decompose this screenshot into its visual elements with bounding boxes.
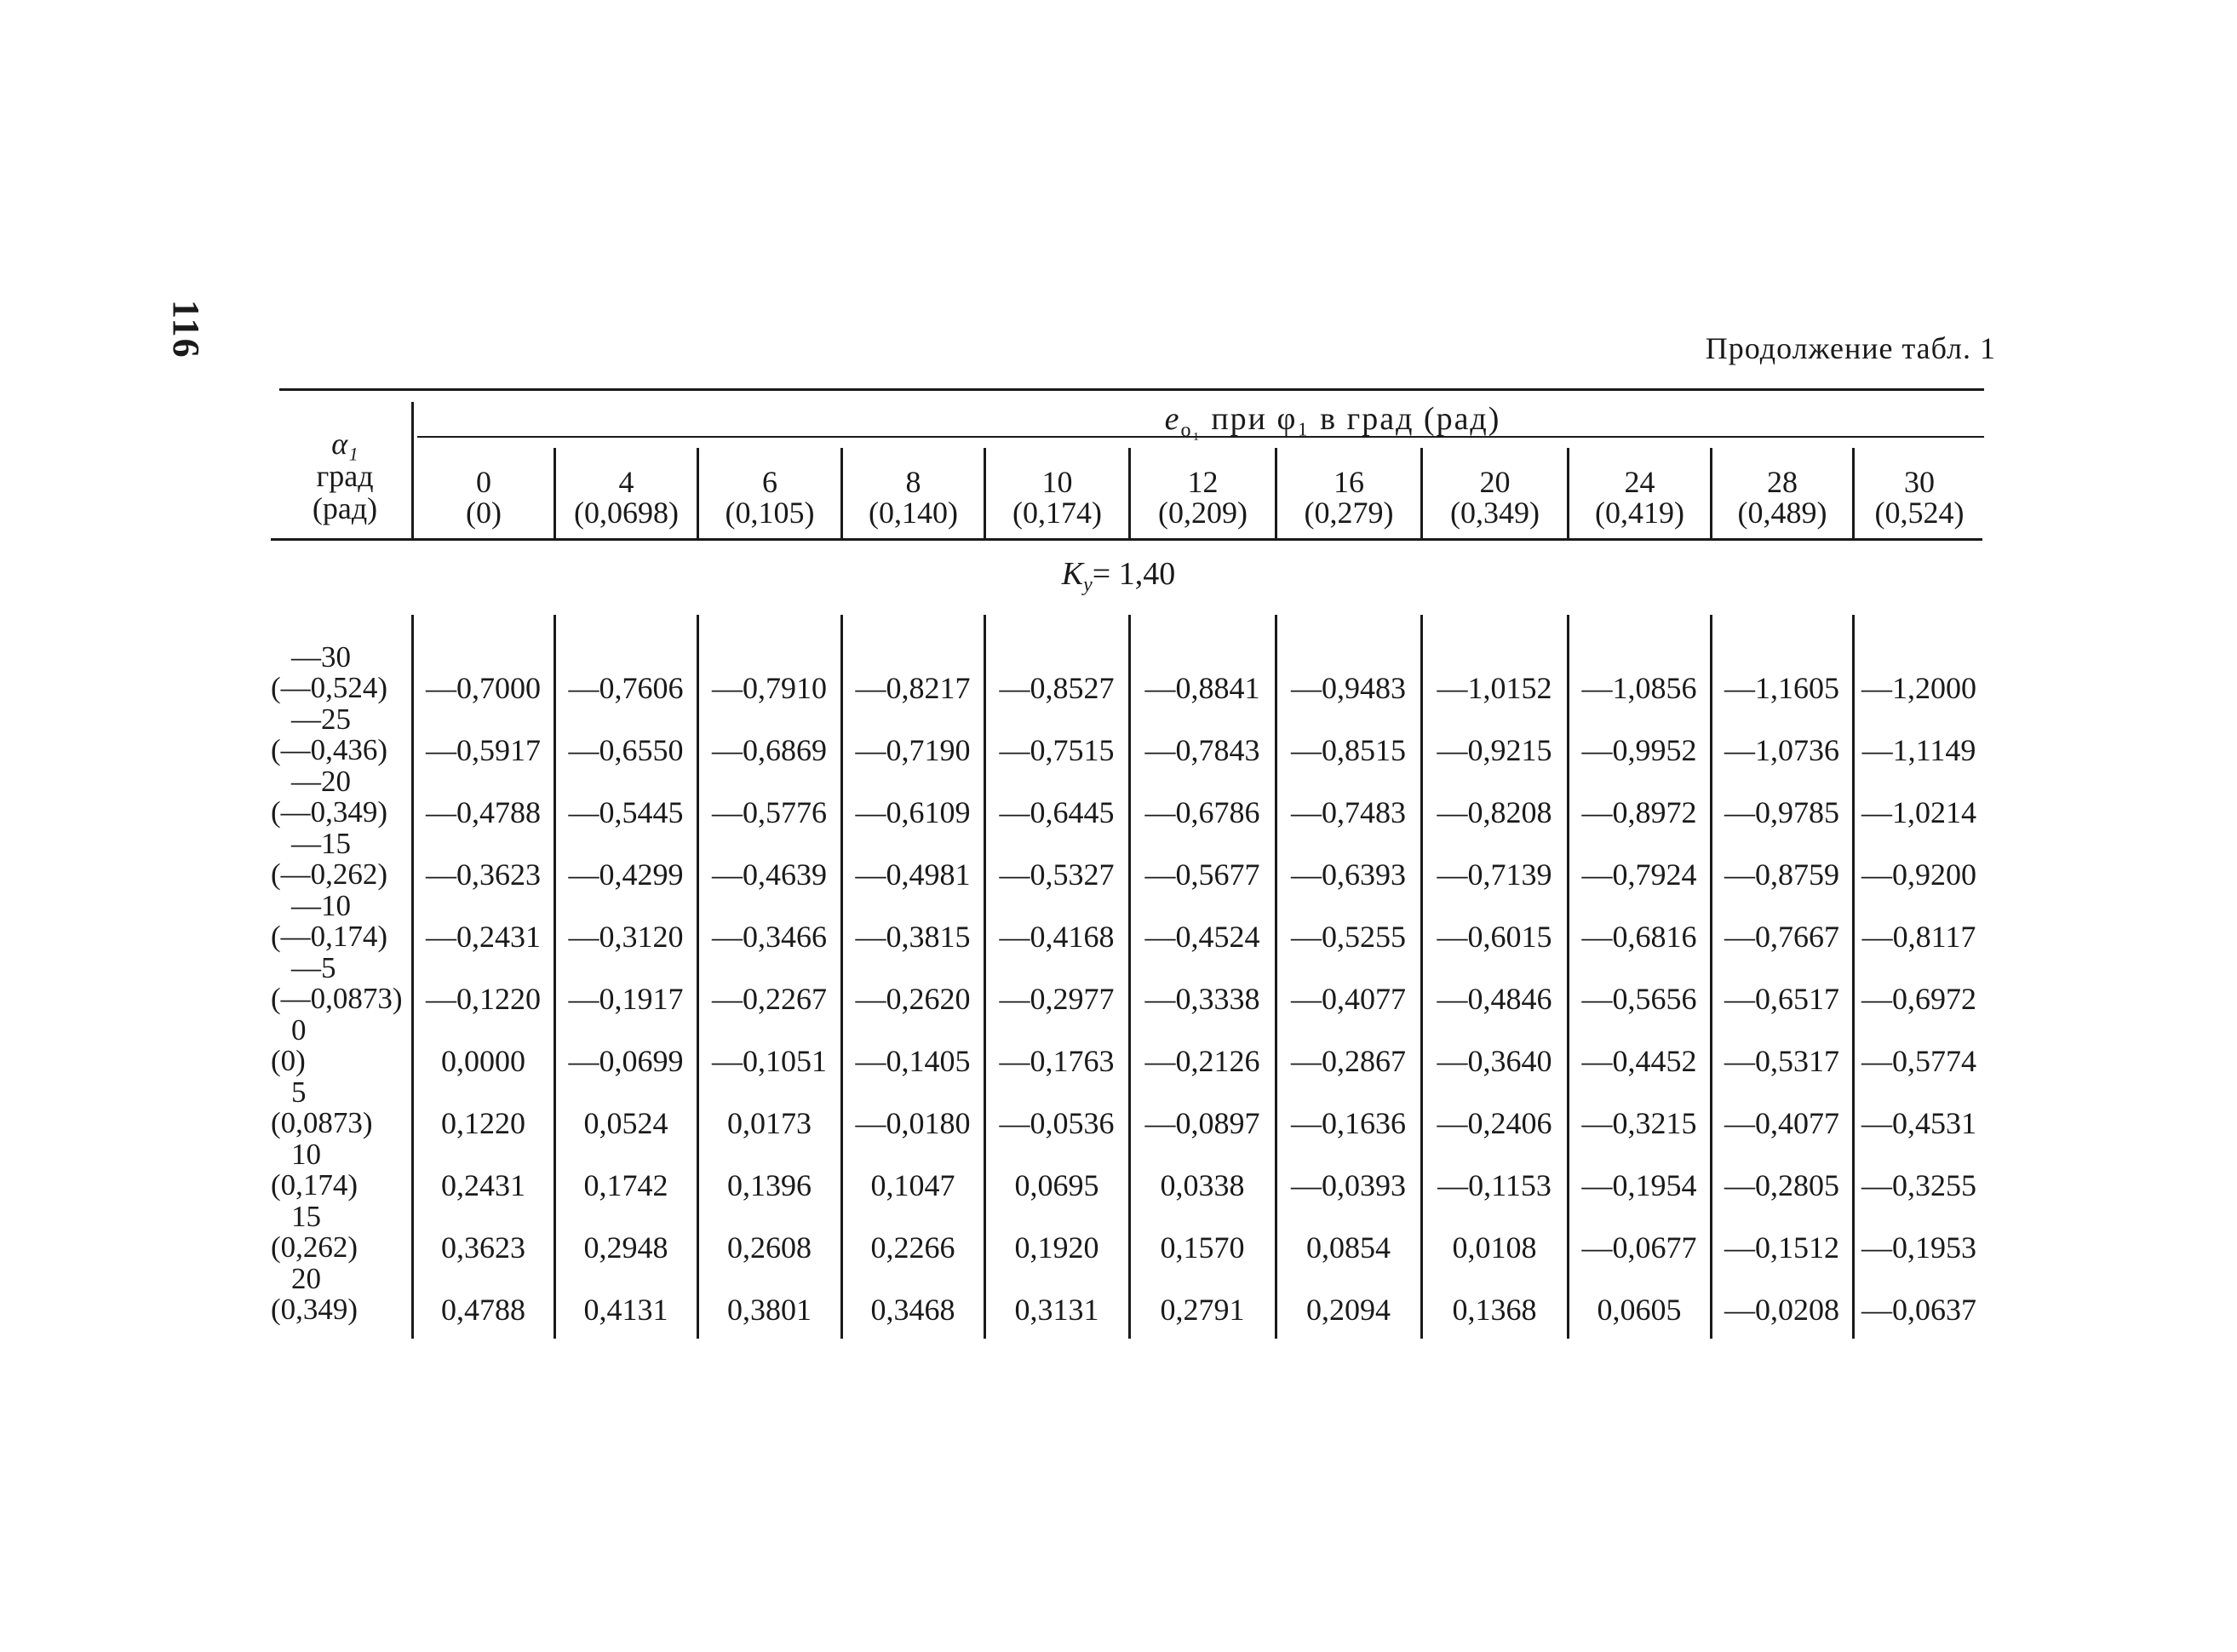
table-cell: —0,5445 [568,795,684,829]
table-cell: —1,0736 [1724,733,1839,767]
table-cell: —0,4981 [855,858,971,892]
table-cell: —0,7843 [1144,733,1260,767]
table-cell: —0,6109 [855,795,971,829]
stub-symbol: α₁ [331,427,358,461]
table-cell: —0,6015 [1437,920,1552,954]
header-title-var-sub: о₁ [1180,419,1202,442]
table-top-rule [279,388,1984,391]
table-cell: —0,2431 [426,920,541,954]
table-cell: 0,1368 [1452,1293,1537,1327]
body-col-separator [1275,615,1277,1339]
table-cell: 0,2948 [583,1230,668,1265]
table-caption: Продолжение табл. 1 [1705,331,1996,365]
row-stub-rad: (0,174) [271,1168,358,1202]
table-cell: —0,3215 [1581,1106,1697,1140]
column-header-rad: (0,105) [725,496,815,530]
table-cell: —0,4299 [568,858,684,892]
table-cell: —0,8217 [855,671,971,705]
table-cell: —0,2977 [999,982,1115,1016]
body-col-separator [697,615,699,1339]
row-stub-deg: 5 [291,1076,307,1109]
column-header-deg: 6 [762,465,777,499]
table-cell: —0,9952 [1581,733,1697,767]
table-cell: 0,0605 [1597,1293,1682,1327]
row-stub [271,891,387,952]
table-cell: 0,1920 [1014,1230,1099,1265]
table-cell: —0,5327 [999,858,1115,892]
table-cell: 0,2431 [441,1168,525,1202]
table-cell: —0,6517 [1724,982,1839,1016]
row-stub-deg: —30 [291,640,351,674]
header-bottom-rule [271,538,1982,541]
table-cell: 0,2094 [1306,1293,1391,1327]
column-header-deg: 28 [1767,465,1798,499]
table-cell: —0,6550 [568,733,684,767]
body-col-separator [411,615,414,1339]
table-cell: —0,0699 [568,1044,684,1078]
row-stub-deg: —10 [291,889,351,922]
table-cell: —1,1149 [1861,733,1976,767]
table-cell: 0,1047 [870,1168,955,1202]
column-header-rad: (0,0698) [574,496,679,530]
table-cell: —0,1512 [1724,1230,1839,1265]
table-cell: 0,0854 [1306,1230,1391,1265]
table-cell: —0,4639 [712,858,827,892]
table-cell: —0,1954 [1581,1168,1697,1202]
table-cell: —0,1953 [1861,1230,1976,1265]
body-col-separator [554,615,556,1339]
column-header-deg: 20 [1479,465,1511,499]
column-header-rad: (0,140) [869,496,958,530]
table-cell: —0,7190 [855,733,971,767]
table-cell: —0,9215 [1437,733,1552,767]
table-cell: —0,2805 [1724,1168,1839,1202]
row-stub [271,704,387,766]
table-cell: —0,7000 [426,671,541,705]
table-cell: —0,7515 [999,733,1115,767]
table-cell: —0,3120 [568,920,684,954]
table-cell: —0,5917 [426,733,541,767]
column-header-deg: 12 [1187,465,1219,499]
table-cell: —0,3338 [1144,982,1260,1016]
table-cell: —0,0677 [1581,1230,1697,1265]
row-stub-deg: —25 [291,703,351,736]
table-cell: —0,7924 [1581,858,1697,892]
table-cell: —0,1405 [855,1044,971,1078]
table-cell: —0,2267 [712,982,827,1016]
row-stub-rad: (—0,0873) [271,982,403,1015]
table-cell: 0,0173 [727,1106,812,1140]
row-stub [271,642,387,703]
section-value: = 1,40 [1092,556,1176,592]
table-cell: —0,6816 [1581,920,1697,954]
table-cell: —1,0152 [1437,671,1552,705]
table-cell: —0,2406 [1437,1106,1552,1140]
table-cell: 0,4788 [441,1293,525,1327]
table-cell: 0,4131 [583,1293,668,1327]
table-cell: —0,5656 [1581,982,1697,1016]
table-cell: 0,3801 [727,1293,812,1327]
section-symbol-sub: у [1083,574,1093,596]
table-cell: —0,1917 [568,982,684,1016]
column-header-deg: 8 [905,465,921,499]
table-cell: 0,2266 [870,1230,955,1265]
table-cell: —0,1220 [426,982,541,1016]
body-col-separator [984,615,986,1339]
row-stub-rad: (0) [271,1044,306,1077]
stub-unit-rad: (рад) [312,491,378,525]
table-cell: 0,0000 [441,1044,525,1078]
table-cell: —0,8972 [1581,795,1697,829]
table-cell: 0,3131 [1014,1293,1099,1327]
body-col-separator [1128,615,1131,1339]
column-header-rad: (0) [466,496,502,530]
table-cell: —0,4168 [999,920,1115,954]
row-stub-rad: (—0,436) [271,733,388,766]
table-cell: —0,6445 [999,795,1115,829]
table-cell: —0,4531 [1861,1106,1976,1140]
row-stub-rad: (—0,262) [271,858,388,891]
header-title-var: e [1164,401,1181,437]
row-stub-deg: 20 [291,1262,321,1295]
table-cell: —0,5774 [1861,1044,1976,1078]
row-stub-deg: 15 [291,1200,321,1233]
table-cell: —0,8208 [1437,795,1552,829]
table-cell: —0,9785 [1724,795,1839,829]
row-stub-rad: (—0,349) [271,795,388,829]
row-stub-rad: (—0,524) [271,671,388,704]
table-cell: —0,0208 [1724,1293,1839,1327]
table-cell: —0,4452 [1581,1044,1697,1078]
column-header-rad: (0,419) [1595,496,1684,530]
table-cell: —0,1153 [1437,1168,1552,1202]
table-cell: 0,1220 [441,1106,525,1140]
row-stub-deg: —15 [291,827,351,860]
column-header-rad: (0,279) [1304,496,1394,530]
header-title-text: при φ₁ в град (рад) [1211,401,1501,437]
table-cell: —0,0536 [999,1106,1115,1140]
table-cell: —0,5317 [1724,1044,1839,1078]
table-cell: —0,2867 [1291,1044,1406,1078]
table-cell: —0,0897 [1144,1106,1260,1140]
row-stub-deg: —5 [291,951,336,984]
column-header-deg: 0 [476,465,491,499]
column-header-deg: 4 [618,465,634,499]
body-col-separator [1852,615,1855,1339]
row-stub-rad: (0,349) [271,1293,358,1326]
table-cell: —0,9483 [1291,671,1406,705]
table-cell: 0,2608 [727,1230,812,1265]
column-header-rad: (0,524) [1874,496,1965,530]
row-stub-rad: (0,262) [271,1230,358,1264]
table-cell: —0,8527 [999,671,1115,705]
table-cell: —0,7139 [1437,858,1552,892]
table-cell: —0,6393 [1291,858,1406,892]
table-cell: —1,1605 [1724,671,1839,705]
table-cell: —0,7606 [568,671,684,705]
body-col-separator [1567,615,1569,1339]
table-cell: —0,6972 [1861,982,1976,1016]
table-cell: —1,2000 [1861,671,1976,705]
section-symbol: K [1061,556,1084,592]
table-cell: 0,0695 [1014,1168,1099,1202]
table-cell: 0,1396 [727,1168,812,1202]
column-header-deg: 24 [1624,465,1655,499]
table-cell: —0,8841 [1144,671,1260,705]
table-cell: 0,3468 [870,1293,955,1327]
table-cell: —0,4846 [1437,982,1552,1016]
column-header-rad: (0,209) [1158,496,1248,530]
table-cell: —0,1763 [999,1044,1115,1078]
table-cell: —0,3640 [1437,1044,1552,1078]
table-cell: —0,6869 [712,733,827,767]
row-stub-rad: (—0,174) [271,920,388,953]
table-cell: 0,0524 [583,1106,668,1140]
row-stub-deg: —20 [291,765,351,798]
table-cell: —0,8759 [1724,858,1839,892]
body-col-separator [1420,615,1423,1339]
section-label [0,555,2237,597]
row-stub-rad: (0,0873) [271,1106,373,1139]
table-cell: —0,7910 [712,671,827,705]
table-cell: —0,5255 [1291,920,1406,954]
row-stub [271,1139,358,1201]
header-title [417,400,2237,443]
column-header-rad: (0,349) [1450,496,1540,530]
table-cell: —0,2126 [1144,1044,1260,1078]
row-stub-deg: 0 [291,1013,307,1047]
stub-header [281,427,409,525]
table-cell: —0,1636 [1291,1106,1406,1140]
column-header-deg: 30 [1904,465,1935,499]
table-cell: —0,4077 [1291,982,1406,1016]
table-cell: 0,2791 [1160,1293,1245,1327]
row-stub [271,953,403,1014]
column-header-deg: 16 [1334,465,1364,499]
stub-unit-deg: град [316,459,374,493]
table-cell: 0,3623 [441,1230,525,1265]
table-cell: —0,3815 [855,920,971,954]
column-header-rad: (0,489) [1737,496,1827,530]
table-cell: 0,0338 [1160,1168,1245,1202]
table-cell: —0,8117 [1861,920,1976,954]
table-cell: —0,6786 [1144,795,1260,829]
row-stub [271,1202,358,1263]
table-cell: —0,0180 [855,1106,971,1140]
table-cell: —1,0214 [1861,795,1976,829]
table-cell: —0,5677 [1144,858,1260,892]
table-cell: —0,4077 [1724,1106,1839,1140]
table-cell: —0,3255 [1861,1168,1976,1202]
table-cell: —0,3623 [426,858,541,892]
table-cell: 0,1742 [583,1168,668,1202]
table-cell: —0,7483 [1291,795,1406,829]
body-col-separator [840,615,843,1339]
row-stub [271,1077,373,1139]
table-cell: —0,7667 [1724,920,1839,954]
table-cell: —0,2620 [855,982,971,1016]
row-stub [271,1264,358,1325]
table-cell: —0,4524 [1144,920,1260,954]
table-cell: 0,1570 [1160,1230,1245,1265]
table-cell: —0,5776 [712,795,827,829]
table-cell: —0,0393 [1291,1168,1406,1202]
row-stub-deg: 10 [291,1138,321,1171]
page-number: 116 [165,300,207,359]
table-cell: —1,0856 [1581,671,1697,705]
row-stub [271,1015,307,1076]
body-col-separator [1710,615,1712,1339]
table-cell: —0,1051 [712,1044,827,1078]
table-cell: —0,8515 [1291,733,1406,767]
table-cell: —0,4788 [426,795,541,829]
table-cell: —0,9200 [1861,858,1976,892]
row-stub [271,829,387,890]
table-cell: 0,0108 [1452,1230,1537,1265]
table-cell: —0,3466 [712,920,827,954]
row-stub [271,766,387,828]
column-header-deg: 10 [1041,465,1073,499]
table-cell: —0,0637 [1861,1293,1976,1327]
column-header-rad: (0,174) [1012,496,1102,530]
